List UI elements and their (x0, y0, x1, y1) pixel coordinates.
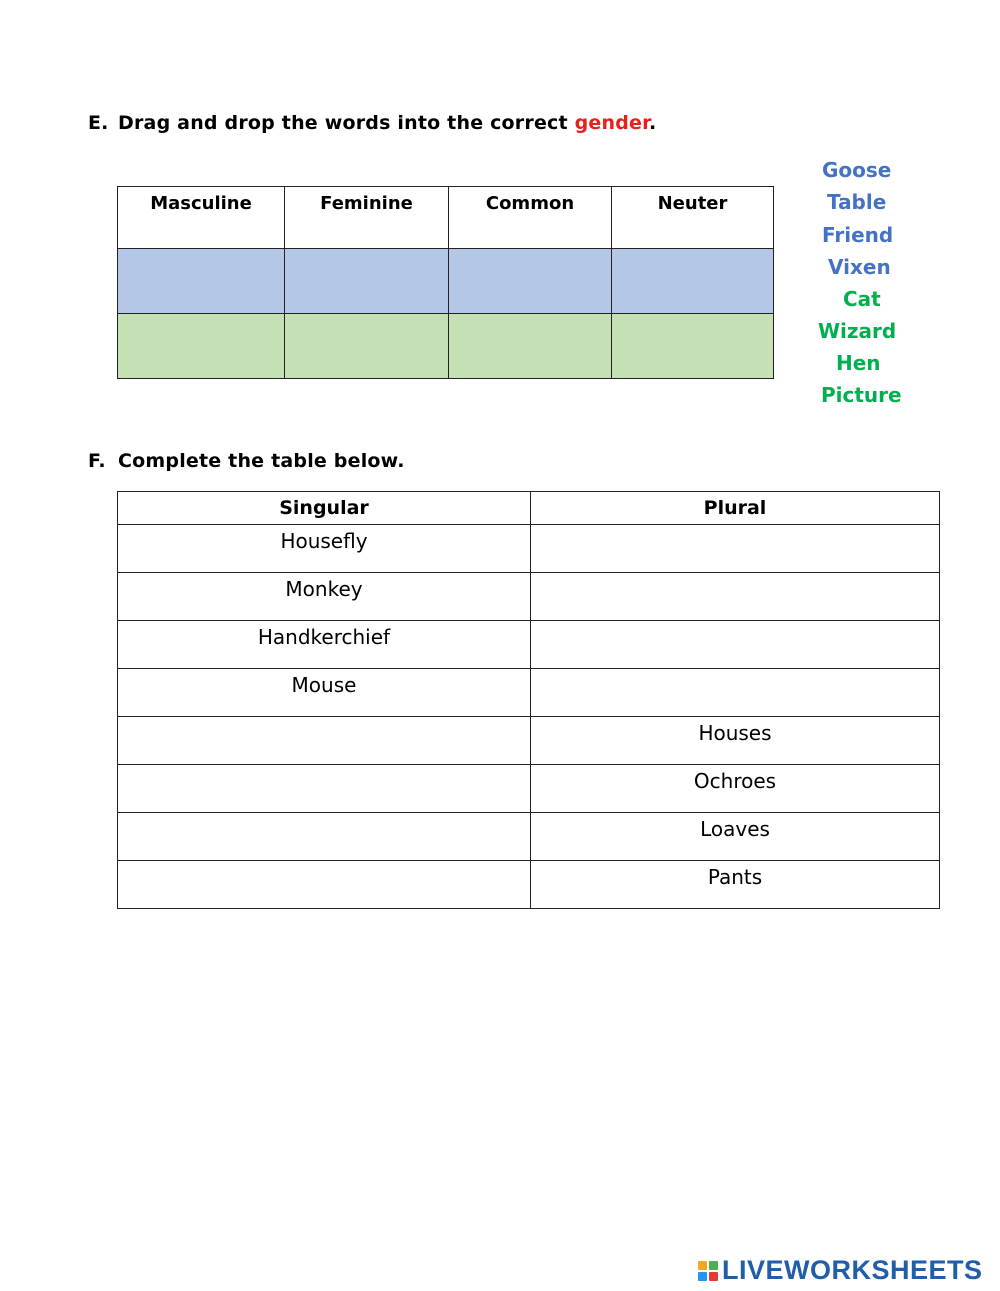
word-vixen[interactable]: Vixen (828, 255, 891, 279)
drop-zone-common-1[interactable] (449, 249, 612, 314)
table-row (118, 669, 940, 717)
header-masculine: Masculine (118, 187, 285, 249)
plural-cell: Loaves (531, 813, 940, 861)
drop-zone-masculine-1[interactable] (118, 249, 285, 314)
liveworksheets-logo (698, 1255, 983, 1286)
word-hen[interactable]: Hen (836, 351, 881, 375)
plural-input[interactable] (531, 621, 940, 669)
header-singular: Singular (118, 492, 531, 525)
drop-row-green (118, 314, 774, 379)
drop-row-blue (118, 249, 774, 314)
question-f-text: Complete the table below. (118, 450, 405, 472)
header-common: Common (449, 187, 612, 249)
singular-input[interactable] (118, 861, 531, 909)
drop-zone-feminine-1[interactable] (285, 249, 449, 314)
header-neuter: Neuter (612, 187, 774, 249)
question-e-letter: E. (88, 112, 109, 134)
singular-cell: Mouse (118, 669, 531, 717)
plural-cell: Ochroes (531, 765, 940, 813)
question-e (88, 112, 656, 134)
plural-cell: Pants (531, 861, 940, 909)
singular-cell: Housefly (118, 525, 531, 573)
singular-input[interactable] (118, 765, 531, 813)
header-feminine: Feminine (285, 187, 449, 249)
question-f-letter: F. (88, 450, 106, 472)
question-e-period: . (648, 112, 657, 134)
question-e-highlight: gender (574, 112, 649, 134)
singular-cell: Handkerchief (118, 621, 531, 669)
word-table[interactable]: Table (827, 190, 887, 214)
question-f (88, 450, 405, 472)
table-row (118, 573, 940, 621)
logo-text: LIVEWORKSHEETS (722, 1255, 983, 1285)
word-friend[interactable]: Friend (822, 223, 894, 247)
table-row (118, 813, 940, 861)
word-cat[interactable]: Cat (843, 287, 881, 311)
singular-input[interactable] (118, 717, 531, 765)
word-wizard[interactable]: Wizard (818, 319, 897, 343)
plural-input[interactable] (531, 669, 940, 717)
singular-input[interactable] (118, 813, 531, 861)
header-plural: Plural (531, 492, 940, 525)
table-row (118, 717, 940, 765)
plural-input[interactable] (531, 573, 940, 621)
plural-table (117, 491, 940, 909)
drop-zone-neuter-1[interactable] (612, 249, 774, 314)
logo-blocks-icon (698, 1261, 718, 1281)
plural-header-row (118, 492, 940, 525)
drop-zone-neuter-2[interactable] (612, 314, 774, 379)
plural-input[interactable] (531, 525, 940, 573)
word-picture[interactable]: Picture (821, 383, 902, 407)
drop-zone-masculine-2[interactable] (118, 314, 285, 379)
table-row (118, 525, 940, 573)
gender-table (117, 186, 774, 379)
table-row (118, 765, 940, 813)
table-row (118, 621, 940, 669)
singular-cell: Monkey (118, 573, 531, 621)
gender-header-row (118, 187, 774, 249)
drop-zone-feminine-2[interactable] (285, 314, 449, 379)
table-row (118, 861, 940, 909)
plural-cell: Houses (531, 717, 940, 765)
drop-zone-common-2[interactable] (449, 314, 612, 379)
word-goose[interactable]: Goose (822, 158, 892, 182)
question-e-text: Drag and drop the words into the correct (118, 112, 575, 134)
